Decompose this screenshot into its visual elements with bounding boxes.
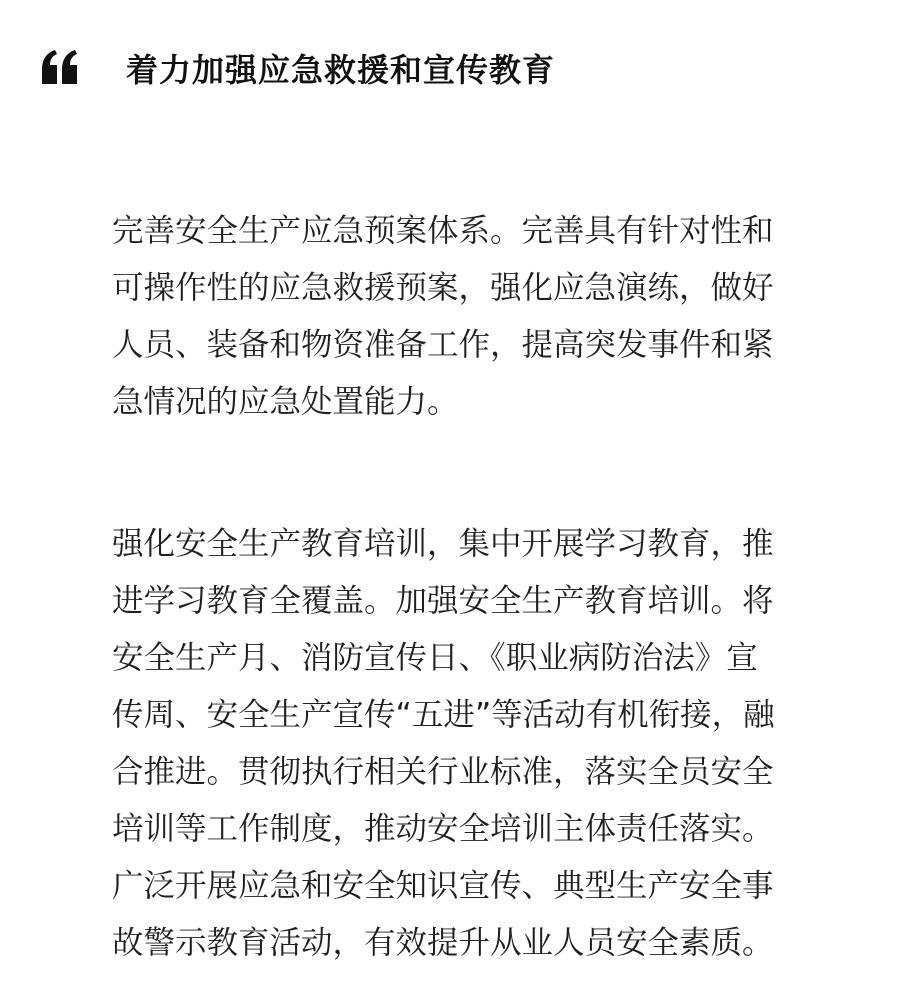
paragraph-line: 可操作性的应急救援预案，强化应急演练，做好	[112, 270, 774, 306]
paragraph-line: 完善安全生产应急预案体系。完善具有针对性和	[112, 213, 774, 249]
paragraph-line: 合推进。贯彻执行相关行业标准，落实全员安全	[112, 754, 774, 790]
paragraph-line: 安全生产月、消防宣传日、《职业病防治法》宣	[112, 640, 758, 676]
paragraph-line: 急情况的应急处置能力。	[112, 384, 459, 420]
quote-mark-icon	[40, 48, 80, 88]
paragraph-line: 培训等工作制度，推动安全培训主体责任落实。	[112, 811, 774, 847]
paragraph-emergency-plans	[112, 203, 858, 431]
paragraph-line: 强化安全生产教育培训，集中开展学习教育，推	[112, 526, 774, 562]
paragraph-line: 人员、装备和物资准备工作，提高突发事件和紧	[112, 327, 774, 363]
paragraph-line: 广泛开展应急和安全知识宣传、典型生产安全事	[112, 868, 774, 904]
section-header	[40, 38, 555, 98]
paragraph-safety-training	[112, 516, 858, 972]
paragraph-line: 故警示教育活动，有效提升从业人员安全素质。	[112, 925, 774, 961]
paragraph-line: 进学习教育全覆盖。加强安全生产教育培训。将	[112, 583, 774, 619]
paragraph-line: 传周、安全生产宣传“五进”等活动有机衔接，融	[112, 697, 775, 733]
section-title: 着力加强应急救援和宣传教育	[126, 51, 556, 89]
